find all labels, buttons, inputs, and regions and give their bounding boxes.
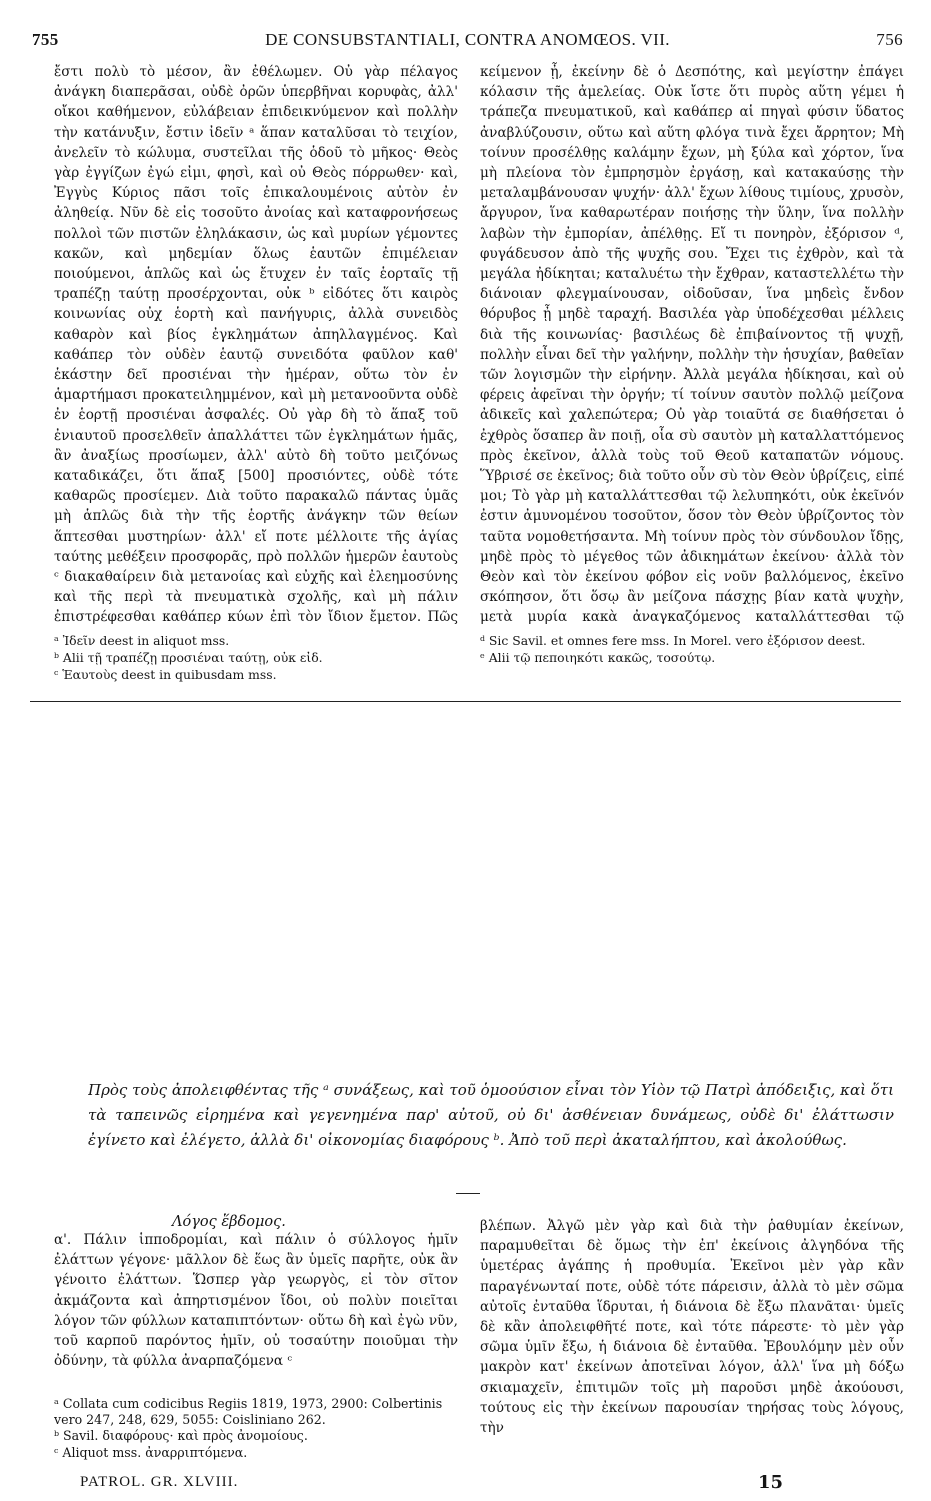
footnote: ᶜ Ἑαυτοὺς deest in quibusdam mss. xyxy=(54,667,277,682)
right-column-top-text: κείμενον ᾖ, ἐκείνην δὲ ὁ Δεσπότης, καὶ μεγίστην ἐπάγει κόλασιν τῆς ἀμελείας. Οὐκ ἴστε ὅτι πυρὸς αὕτη γέμει ἡ τράπεζα πνευματικοῦ, καὶ καθάπερ αἱ πηγαὶ φύσιν ὕδατος ἀναβλύζουσιν, οὕτω καὶ αὕτη φλόγα τινὰ ἔχει ἄρρητον; Μὴ τοίνυν προσέλθῃς καλάμην ἔχων, μὴ ξύλα καὶ χόρτον, ἵνα μὴ πλείονα τὸν ἐμπρησμὸν ἐργάσῃ, καὶ κατακαύσῃς τὴν μεταλαμβάνουσαν ψυχήν· ἀλλ' ἔχων λίθους τιμίους, χρυσὸν, ἄργυρον, ἵνα καθαρωτέραν ποιήσῃς τὴν ὕλην, ἵνα πολλὴν λαβὼν τὴν ἐμπορίαν, ἀπέλθῃς. Εἴ τι πονηρὸν, ἐξόρισον ᵈ, φυγάδευσον ἀπὸ τῆς ψυχῆς σου. Ἔχει τις ἐχθρὸν, καὶ τὰ μεγάλα ἠδίκηται; καταλυέτω τὴν ἔχθραν, καταστελλέτω τὴν διάνοιαν φλεγμαίνουσαν, οἰδοῦσαν, ἵνα μηδεὶς ἔνδον θόρυβος ᾖ μηδὲ ταραχή. Βασιλέα γὰρ ὑποδέχεσθαι μέλλεις διὰ τῆς κοινωνίας· βασιλέως δὲ ἐπιβαίνοντος τῇ ψυχῇ, πολλὴν εἶναι δεῖ τὴν γαλήνην, πολλὴν τὴν ἡσυχίαν, βαθεῖαν τῶν λογισμῶν τὴν εἰρήνην. Ἀλλὰ μεγάλα ἠδίκησαι, καὶ οὐ φέρεις ἀφεῖναι τὴν ὀργήν; τί τοίνυν σαυτὸν πολλῷ μείζονα ἀδικεῖς καὶ χαλεπώτερα; Οὐ γὰρ τοιαῦτά σε διαθήσεται ὁ ἐχθρὸς ὅσαπερ ἂν ποιῇ, οἷα σὺ σαυτὸν μὴ καταλλαττόμενος πρὸς ἐκεῖνον, ἀλλὰ τοὺς τοῦ Θεοῦ καταπατῶν νόμους. Ὕβρισέ σε ἐκεῖνος; διὰ τοῦτο οὖν σὺ τὸν Θεὸν ὑβρίζεις, εἰπέ μοι; Τὸ γὰρ μὴ καταλλάττεσθαι τῷ λελυπηκότι, οὐκ ἐκεῖνόν ἐστιν ἀμυνομένου τοσοῦτον, ὅσον τὸν Θεὸν ὑβρίζοντος τὸν ταῦτα νομοθετήσαντα. Μὴ τοίνυν πρὸς τὸν σύνδουλον ἴδῃς, μηδὲ πρὸς τὸ μέγεθος τῶν ἀδικημάτων ἐκείνου· ἀλλὰ τὸν Θεὸν καὶ τὸν ἐκείνου φόβον εἰς νοῦν βαλλόμενος, ἐκεῖνο σκόπησον, ὅτι ὅσῳ ἂν μείζονα πάσχῃς βίαν κατὰ ψυχὴν, μετὰ μυρία κακὰ ἀναγκαζόμενος καταλλάττεσθαι τῷ xyxy=(480,64,904,626)
left-column-top xyxy=(54,62,458,628)
page-number-left: 755 xyxy=(32,30,59,49)
left-column-top-text: ἔστι πολὺ τὸ μέσον, ἂν ἐθέλωμεν. Οὐ γὰρ πέλαγος ἀνάγκη διαπερᾶσαι, οὐδὲ ὀρῶν ὑπερβῆναι κορυφὰς, ἀλλ' οἴκοι καθήμενον, εὐλάβειαν ἐπιδεικνύμενον καὶ πολλὴν τὴν κατάνυξιν, ἔστιν ἰδεῖν ᵃ ἅπαν καταλῦσαι τὸ τειχίον, ἀνελεῖν τὸ κώλυμα, συστεῖλαι τῆς ὁδοῦ τὸ μῆκος· Θεὸς γὰρ ἐγγίζων ἐγώ εἰμι, φησὶ, καὶ οὐ Θεὸς πόρρωθεν· καὶ, Ἐγγὺς Κύριος πᾶσι τοῖς ἐπικαλουμένοις αὐτὸν ἐν ἀληθείᾳ. Νῦν δὲ εἰς τοσοῦτο ἀνοίας καὶ καταφρονήσεως πολλοὶ τῶν πιστῶν ἐληλάκασιν, ὡς καὶ μυρίων γέμοντες κακῶν, καὶ μηδεμίαν ὅλως ἑαυτῶν ἐπιμέλειαν ποιούμενοι, ἁπλῶς καὶ ὡς ἔτυχεν ἐν ταῖς ἑορταῖς τῇ τραπέζῃ ταύτῃ προσέρχονται, οὐκ ᵇ εἰδότες ὅτι καιρὸς κοινωνίας οὐχ ἑορτὴ καὶ πανήγυρις, ἀλλὰ συνειδὸς καθαρὸν καὶ βίος ἐγκλημάτων ἀπηλλαγμένος. Καὶ καθάπερ τὸν οὐδὲν ἑαυτῷ συνειδότα φαῦλον καθ' ἑκάστην δεῖ προσιέναι τὴν ἡμέραν, οὕτω τὸν ἐν ἁμαρτήμασι προκατειλημμένον, καὶ μὴ μετανοοῦντα οὐδὲ ἐν ἑορτῇ προσιέναι ἀσφαλές. Οὐ γὰρ δὴ τὸ ἅπαξ τοῦ ἐνιαυτοῦ προσελθεῖν ἀπαλλάττει τῶν ἐγκλημάτων ἡμᾶς, ἂν ἀναξίως προσίωμεν, ἀλλ' αὐτὸ δὴ τοῦτο μειζόνως καταδικάζει, ὅτι ἅπαξ [500] προσιόντες, οὐδὲ τότε καθαρῶς προσίεμεν. Διὰ τοῦτο παρακαλῶ πάντας ὑμᾶς μὴ ἁπλῶς διὰ τὴν τῆς ἑορτῆς ἀνάγκην τῶν θείων ἅπτεσθαι μυστηρίων· ἀλλ' εἴ ποτε μέλλοιτε τῆς ἁγίας ταύτης μεθέξειν προσφορᾶς, πρὸ πολλῶν ἡμερῶν ἑαυτοὺς ᶜ διακαθαίρειν διὰ μετανοίας καὶ εὐχῆς καὶ ἐλεημοσύνης καὶ τῆς περὶ τὰ πνευματικὰ σχολῆς, καὶ μὴ πάλιν ἐπιστρέφεσθαι καθάπερ κύων ἐπὶ τὸν ἴδιον ἔμετον. Πῶς xyxy=(54,64,458,626)
left-column-bottom-text: α'. Πάλιν ἱπποδρομίαι, καὶ πάλιν ὁ σύλλογος ἡμῖν ἐλάττων γέγονε· μᾶλλον δὲ ἕως ἂν ὑμεῖς παρῆτε, οὐκ ἂν γένοιτο ἐλάττων. Ὥσπερ γὰρ γεωργὸς, εἰ τὸν σῖτον ἀκμάζοντα καὶ ἀπηρτισμένον ἴδοι, οὐ πολὺν ποιεῖται λόγον τῶν φύλλων καταπιπτόντων· οὕτω δὴ καὶ ἐγὼ νῦν, τοῦ καρποῦ παρόντος ἡμῖν, οὐ τοσαύτην ποιοῦμαι τὴν ὀδύνην, τὰ φύλλα ἀναρπαζόμενα ᶜ xyxy=(54,1232,458,1370)
footnote: ᵇ Savil. διαφόρους· καὶ πρὸς ἀνομοίους. xyxy=(54,1428,308,1444)
section-divider xyxy=(30,701,901,702)
signature-number: 15 xyxy=(758,1472,784,1493)
short-divider xyxy=(456,1193,480,1194)
page-number-right: 756 xyxy=(876,30,903,49)
footnotes-bottom xyxy=(54,1396,458,1466)
running-title: DE CONSUBSTANTIALI, CONTRA ANOMŒOS. VII. xyxy=(265,30,670,49)
sermon-heading: Λόγος ἕβδομος. xyxy=(172,1214,286,1230)
footnote: ᵉ Alii τῷ πεποιηκότι κακῶς, τοσούτῳ. xyxy=(480,650,716,665)
running-head xyxy=(32,30,903,52)
footnote: ᵇ Alii τῇ τραπέζῃ προσιέναι ταύτῃ, οὐκ εἰδ. xyxy=(54,650,323,665)
footnote: ᶜ Aliquot mss. ἀναρριπτόμενα. xyxy=(54,1444,248,1460)
footnotes-left xyxy=(54,633,458,697)
series-footer: PATROL. GR. XLVIII. xyxy=(80,1474,239,1490)
right-column-top xyxy=(480,62,904,628)
footnote: ᵈ Sic Savil. et omnes fere mss. In Morel. vero ἐξόρισον deest. xyxy=(480,633,866,648)
section-title: Πρὸς τοὺς ἀπολειφθέντας τῆς ᵃ συνάξεως, καὶ τοῦ ὁμοούσιον εἶναι τὸν Υἱὸν τῷ Πατρὶ ἀπόδειξις, καὶ ὅτι τὰ ταπεινῶς εἰρημένα καὶ γεγενημένα παρ' αὐτοῦ, οὐ δι' ἀσθένειαν δυνάμεως, οὐδὲ δι' ἐλάττωσιν ἐγίνετο καὶ ἐλέγετο, ἀλλὰ δι' οἰκονομίας διαφόρους ᵇ. Ἀπὸ τοῦ περὶ ἀκαταλήπτου, καὶ ἀκολούθως. xyxy=(88,1081,894,1149)
footnote: ᵃ Collata cum codicibus Regiis 1819, 1973, 2900: Colbertinis vero 247, 248, 629, 5055: Coisliniano 262. xyxy=(54,1396,443,1427)
left-column-bottom xyxy=(54,1230,458,1392)
footnotes-right xyxy=(480,633,904,697)
right-column-bottom-text: βλέπων. Ἀλγῶ μὲν γὰρ καὶ διὰ τὴν ῥαθυμίαν ἐκείνων, παραμυθεῖται δὲ ὅμως τὴν ἐπ' ἐκείνοις ἀλγηδόνα τῆς ὑμετέρας ἀγάπης ἡ προθυμία. Ἐκεῖνοι μὲν γὰρ κἂν παραγένωνταί ποτε, οὐδὲ τότε πάρεισιν, ἀλλὰ τὸ μὲν σῶμα αὐτοῖς ἐνταῦθα ἵδρυται, ἡ διάνοια δὲ ἔξω πλανᾶται· ὑμεῖς δὲ κἂν ἀπολειφθῆτέ ποτε, καὶ τότε πάρεστε· τὸ μὲν γὰρ σῶμα ὑμῖν ἔξω, ἡ διάνοια δὲ ἐνταῦθα. Ἐβουλόμην μὲν οὖν μακρὸν κατ' ἐκείνων ἀποτεῖναι λόγον, ἀλλ' ἵνα μὴ δόξω σκιαμαχεῖν, ἐπιτιμῶν τοῖς μὴ παροῦσι μηδὲ ἀκούουσι, τούτους εἰς τὴν ἐκείνων παρουσίαν τηρήσας τοὺς λόγους, τὴν xyxy=(480,1218,904,1437)
footnote: ᵃ Ἰδεῖν deest in aliquot mss. xyxy=(54,633,230,648)
right-column-bottom xyxy=(480,1216,904,1474)
